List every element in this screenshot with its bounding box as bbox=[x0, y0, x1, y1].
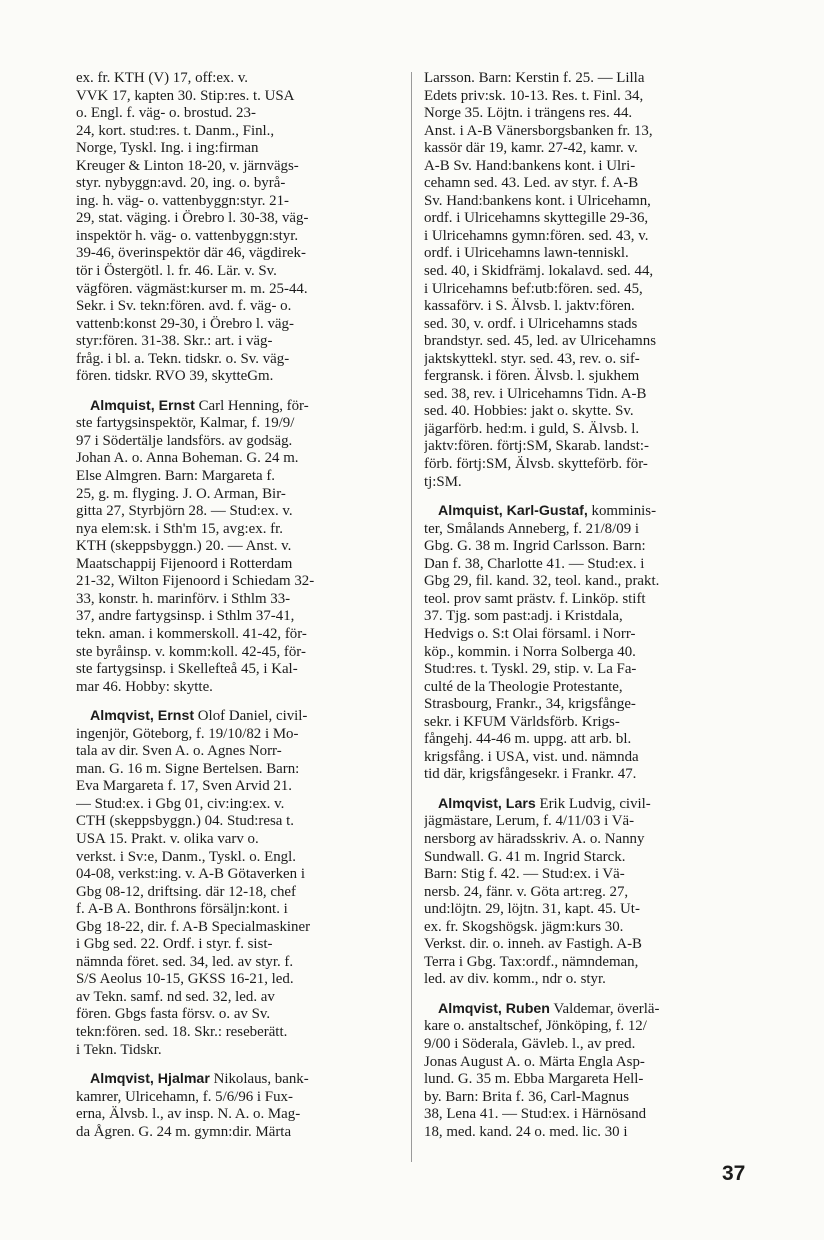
text-line: da Ågren. G. 24 m. gymn:dir. Märta bbox=[76, 1123, 292, 1140]
entry-heading-rest: komminis- bbox=[587, 503, 657, 520]
text-line: tala av dir. Sven A. o. Agnes Norr- bbox=[76, 743, 282, 760]
text-line: brandstyr. sed. 45, led. av Ulricehamns bbox=[424, 333, 656, 350]
text-line: culté de la Theologie Protestante, bbox=[424, 678, 623, 695]
text-line: Norge, Tyskl. Ing. i ing:firman bbox=[76, 140, 259, 157]
text-line: 21-32, Wilton Fijenoord i Schiedam 32- bbox=[76, 573, 315, 590]
biography-entry-continuation bbox=[424, 70, 747, 491]
text-line: 37. Tjg. som past:adj. i Kristdala, bbox=[424, 608, 623, 625]
biography-entry-continuation bbox=[76, 70, 399, 386]
text-line: nersborg av häradsskriv. A. o. Nanny bbox=[424, 830, 645, 847]
text-line: mar 46. Hobby: skytte. bbox=[76, 678, 213, 695]
text-line: vattenb:konst 29-30, i Örebro l. väg- bbox=[76, 315, 294, 332]
text-line: förb. förtj:SM, Älvsb. skytteförb. för- bbox=[424, 456, 648, 473]
text-line: 04-08, verkst:ing. v. A-B Götaverken i bbox=[76, 866, 305, 883]
text-line: und:löjtn. 29, löjtn. 31, kapt. 45. Ut- bbox=[424, 901, 640, 918]
column-divider bbox=[411, 72, 412, 1162]
entry-heading-line bbox=[76, 398, 399, 416]
text-line: o. Engl. f. väg- o. brostud. 23- bbox=[76, 105, 256, 122]
text-line: sed. 38, rev. i Ulricehamns Tidn. A-B bbox=[424, 385, 647, 402]
text-line: ter, Smålands Anneberg, f. 21/8/09 i bbox=[424, 520, 640, 537]
text-line: kassaförv. i S. Älvsb. l. jaktv:fören. bbox=[424, 298, 635, 315]
entry-heading-line bbox=[76, 708, 399, 726]
text-line: nya elem:sk. i Sth'm 15, avg:ex. fr. bbox=[76, 520, 283, 537]
text-line: Gbg 08-12, driftsing. där 12-18, chef bbox=[76, 883, 297, 900]
text-line: Stud:res. t. Tyskl. 29, stip. v. La Fa- bbox=[424, 661, 637, 678]
text-line: i Ulricehamns bef:utb:fören. sed. 45, bbox=[424, 280, 643, 297]
text-line: gitta 27, Styrbjörn 28. — Stud:ex. v. bbox=[76, 503, 293, 520]
text-line: Maatschappij Fijenoord i Rotterdam bbox=[76, 555, 293, 572]
text-line: jaktv:fören. förtj:SM, Skarab. landst:- bbox=[424, 438, 649, 455]
person-name: Almquist, Ernst bbox=[90, 397, 195, 414]
person-name: Almquist, Karl-Gustaf, bbox=[438, 503, 588, 520]
person-name: Almqvist, Lars bbox=[438, 795, 536, 812]
text-line: i Ulricehamns gymn:fören. sed. 43, v. bbox=[424, 227, 649, 244]
text-line: ste fartygsinspektör, Kalmar, f. 19/9/ bbox=[76, 415, 295, 432]
text-line: 25, g. m. flyging. J. O. Arman, Bir- bbox=[76, 485, 286, 502]
text-line: Else Almgren. Barn: Margareta f. bbox=[76, 468, 276, 485]
entry-heading-rest: Nikolaus, bank- bbox=[209, 1071, 309, 1088]
text-line: Dan f. 38, Charlotte 41. — Stud:ex. i bbox=[424, 555, 645, 572]
text-line: kare o. anstaltschef, Jönköping, f. 12/ bbox=[424, 1018, 647, 1035]
text-line: erna, Älvsb. l., av insp. N. A. o. Mag- bbox=[76, 1106, 301, 1123]
text-line: ordf. i Ulricehamns lawn-tenniskl. bbox=[424, 245, 629, 262]
text-line: styr. nybyggn:avd. 20, ing. o. byrå- bbox=[76, 175, 286, 192]
biography-entry bbox=[424, 503, 747, 784]
entry-heading-line bbox=[76, 1071, 399, 1089]
text-line: Gbg 29, fil. kand. 32, teol. kand., prakt. bbox=[424, 573, 660, 590]
entry-heading-rest: Olof Daniel, civil- bbox=[194, 708, 308, 725]
text-line: Gbg 18-22, dir. f. A-B Specialmaskiner bbox=[76, 918, 311, 935]
text-line: 29, stat. väging. i Örebro l. 30-38, väg- bbox=[76, 210, 309, 227]
text-line: ex. fr. KTH (V) 17, off:ex. v. bbox=[76, 70, 249, 86]
text-line: av Tekn. samf. nd sed. 32, led. av bbox=[76, 988, 275, 1005]
biography-entry bbox=[76, 1071, 399, 1141]
text-line: Hedvigs o. S:t Olai församl. i Norr- bbox=[424, 625, 636, 642]
text-line: Sv. Hand:bankens kont. i Ulricehamn, bbox=[424, 192, 651, 209]
text-line: 97 i Södertälje landsförs. av godsäg. bbox=[76, 432, 293, 449]
text-line: S/S Aeolus 10-15, GKSS 16-21, led. bbox=[76, 971, 294, 988]
text-line: jaktskyttekl. styr. sed. 43, rev. o. sif- bbox=[424, 350, 640, 367]
entry-heading-rest: Valdemar, överlä- bbox=[549, 1000, 660, 1017]
text-line: 33, konstr. h. marinförv. i Sthlm 33- bbox=[76, 590, 291, 607]
text-line: jägarförb. hed:m. i guld, S. Älvsb. l. bbox=[424, 420, 640, 437]
text-line: man. G. 16 m. Signe Bertelsen. Barn: bbox=[76, 760, 300, 777]
text-line: fångehj. 44-46 m. uppg. att arb. bl. bbox=[424, 731, 632, 748]
text-line: nämnda föret. sed. 34, led. av styr. f. bbox=[76, 953, 294, 970]
text-line: kassör där 19, kamr. 27-42, kamr. v. bbox=[424, 140, 638, 157]
text-line: 37, andre fartygsinsp. i Sthlm 37-41, bbox=[76, 608, 295, 625]
text-line: Sundwall. G. 41 m. Ingrid Starck. bbox=[424, 848, 626, 865]
entry-heading-line bbox=[424, 1001, 747, 1019]
text-line: Strasbourg, Frankr., 34, krigsfånge- bbox=[424, 696, 636, 713]
text-line: köp., kommin. i Norra Solberga 40. bbox=[424, 643, 636, 660]
text-line: ingenjör, Göteborg, f. 19/10/82 i Mo- bbox=[76, 725, 299, 742]
biography-entry bbox=[76, 708, 399, 1059]
text-line: Gbg. G. 38 m. Ingrid Carlsson. Barn: bbox=[424, 538, 646, 555]
text-line: Verkst. dir. o. inneh. av Fastigh. A-B bbox=[424, 936, 642, 953]
left-column bbox=[76, 70, 399, 1153]
text-line: nersb. 24, fänr. v. Göta art:reg. 27, bbox=[424, 883, 629, 900]
text-line: — Stud:ex. i Gbg 01, civ:ing:ex. v. bbox=[76, 795, 285, 812]
text-line: tid där, krigsfångesekr. i Frankr. 47. bbox=[424, 766, 637, 783]
text-line: teol. prov samt prästv. f. Linköp. stift bbox=[424, 590, 646, 607]
text-line: fören. tidskr. RVO 39, skytteGm. bbox=[76, 368, 274, 385]
text-line: VVK 17, kapten 30. Stip:res. t. USA bbox=[76, 87, 295, 104]
text-line: Norge 35. Löjtn. i trängens res. 44. bbox=[424, 105, 633, 122]
text-line: f. A-B A. Bonthrons försäljn:kont. i bbox=[76, 901, 288, 918]
text-line: kamrer, Ulricehamn, f. 5/6/96 i Fux- bbox=[76, 1088, 293, 1105]
text-line: lund. G. 35 m. Ebba Margareta Hell- bbox=[424, 1071, 644, 1088]
text-line: A-B Sv. Hand:bankens kont. i Ulri- bbox=[424, 157, 636, 174]
text-line: ing. h. väg- o. vattenbyggn:styr. 21- bbox=[76, 192, 289, 209]
text-line: i Tekn. Tidskr. bbox=[76, 1041, 162, 1058]
biography-entry bbox=[424, 1001, 747, 1141]
person-name: Almqvist, Ernst bbox=[90, 708, 195, 725]
text-line: tekn:fören. sed. 18. Skr.: reseberätt. bbox=[76, 1023, 288, 1040]
text-line: inspektör h. väg- o. vattenbyggn:styr. bbox=[76, 227, 299, 244]
text-line: styr:fören. 31-38. Skr.: art. i väg- bbox=[76, 333, 273, 350]
biography-entry bbox=[424, 796, 747, 989]
text-line: verkst. i Sv:e, Danm., Tyskl. o. Engl. bbox=[76, 848, 296, 865]
text-line: sed. 30, v. ordf. i Ulricehamns stads bbox=[424, 315, 638, 332]
text-line: Terra i Gbg. Tax:ordf., nämndeman, bbox=[424, 953, 639, 970]
entry-heading-line bbox=[424, 503, 747, 521]
text-line: tör i Östergötl. l. fr. 46. Lär. v. Sv. bbox=[76, 263, 277, 280]
text-line: tekn. aman. i kommerskoll. 41-42, för- bbox=[76, 625, 307, 642]
text-line: Johan A. o. Anna Boheman. G. 24 m. bbox=[76, 450, 299, 467]
entry-heading-rest: Carl Henning, för- bbox=[194, 397, 309, 414]
text-line: USA 15. Prakt. v. olika varv o. bbox=[76, 830, 259, 847]
text-line: Barn: Stig f. 42. — Stud:ex. i Vä- bbox=[424, 866, 625, 883]
entry-heading-rest: Erik Ludvig, civil- bbox=[535, 795, 651, 812]
text-line: 24, kort. stud:res. t. Danm., Finl., bbox=[76, 122, 275, 139]
text-line: CTH (skeppsbyggn.) 04. Stud:resa t. bbox=[76, 813, 294, 830]
text-line: Kreuger & Linton 18-20, v. järnvägs- bbox=[76, 157, 299, 174]
text-line: i Gbg sed. 22. Ordf. i styr. f. sist- bbox=[76, 936, 273, 953]
text-line: ordf. i Ulricehamns skyttegille 29-36, bbox=[424, 210, 649, 227]
person-name: Almqvist, Hjalmar bbox=[90, 1071, 210, 1088]
entry-heading-line bbox=[424, 796, 747, 814]
text-line: 39-46, överinspektör där 46, vägdirek- bbox=[76, 245, 306, 262]
text-line: Edets priv:sk. 10-13. Res. t. Finl. 34, bbox=[424, 87, 644, 104]
biography-entry bbox=[76, 398, 399, 696]
text-line: sed. 40, i Skidfrämj. lokalavd. sed. 44, bbox=[424, 263, 654, 280]
text-line: Larsson. Barn: Kerstin f. 25. — Lilla bbox=[424, 70, 645, 86]
text-line: sed. 40. Hobbies: jakt o. skytte. Sv. bbox=[424, 403, 634, 420]
text-line: sekr. i KFUM Världsförb. Krigs- bbox=[424, 713, 620, 730]
text-line: Jonas August A. o. Märta Engla Asp- bbox=[424, 1053, 645, 1070]
text-line: KTH (skeppsbyggn.) 20. — Anst. v. bbox=[76, 538, 292, 555]
text-line: Eva Margareta f. 17, Sven Arvid 21. bbox=[76, 778, 293, 795]
text-line: fören. Gbgs fasta försv. o. av Sv. bbox=[76, 1006, 271, 1023]
text-line: 9/00 i Söderala, Gävleb. l., av pred. bbox=[424, 1035, 636, 1052]
text-line: fergransk. i fören. Älvsb. l. sjukhem bbox=[424, 368, 640, 385]
text-line: 18, med. kand. 24 o. med. lic. 30 i bbox=[424, 1123, 628, 1140]
person-name: Almqvist, Ruben bbox=[438, 1000, 550, 1017]
text-line: 38, Lena 41. — Stud:ex. i Härnösand bbox=[424, 1106, 647, 1123]
text-line: ste fartygsinsp. i Skellefteå 45, i Kal- bbox=[76, 661, 298, 678]
text-line: led. av div. komm., ndr o. styr. bbox=[424, 971, 606, 988]
text-line: fråg. i bl. a. Tekn. tidskr. o. Sv. väg- bbox=[76, 350, 290, 367]
text-line: ste byråinsp. v. komm:koll. 42-45, för- bbox=[76, 643, 306, 660]
text-line: vägfören. vägmäst:kurser m. m. 25-44. bbox=[76, 280, 308, 297]
text-line: tj:SM. bbox=[424, 473, 462, 490]
text-line: jägmästare, Lerum, f. 4/11/03 i Vä- bbox=[424, 813, 635, 830]
text-line: krigsfång. i USA, vist. und. nämnda bbox=[424, 748, 639, 765]
page-number: 37 bbox=[722, 1162, 746, 1185]
text-line: ex. fr. Skogshögsk. jägm:kurs 30. bbox=[424, 918, 624, 935]
text-line: cehamn sed. 43. Led. av styr. f. A-B bbox=[424, 175, 639, 192]
text-line: by. Barn: Brita f. 36, Carl-Magnus bbox=[424, 1088, 629, 1105]
text-line: Anst. i A-B Vänersborgsbanken fr. 13, bbox=[424, 122, 653, 139]
right-column bbox=[424, 70, 747, 1153]
text-line: Sekr. i Sv. tekn:fören. avd. f. väg- o. bbox=[76, 298, 292, 315]
